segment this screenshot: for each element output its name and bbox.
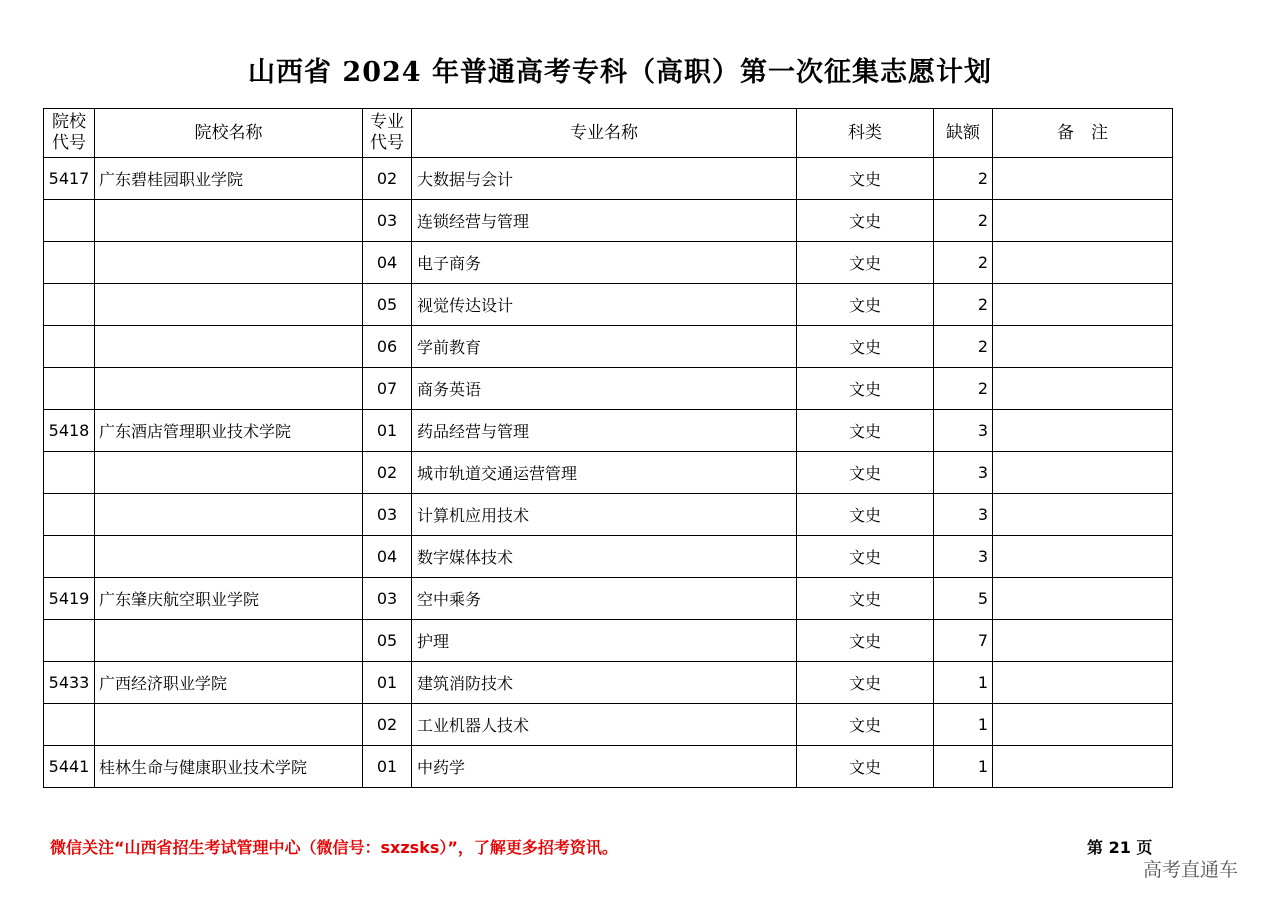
cell-major-code: 05 bbox=[363, 620, 412, 662]
table-row bbox=[44, 368, 1173, 410]
cell-school-code: 5417 bbox=[44, 158, 95, 200]
cell-category: 文史 bbox=[797, 704, 934, 746]
cell-school-code: 5441 bbox=[44, 746, 95, 788]
cell-shortage: 3 bbox=[934, 410, 993, 452]
cell-remarks bbox=[993, 242, 1173, 284]
cell-major-name: 连锁经营与管理 bbox=[412, 200, 797, 242]
table-row bbox=[44, 452, 1173, 494]
cell-remarks bbox=[993, 620, 1173, 662]
cell-category: 文史 bbox=[797, 494, 934, 536]
cell-major-code: 05 bbox=[363, 284, 412, 326]
cell-school-name: 广西经济职业学院 bbox=[95, 662, 363, 704]
cell-major-code: 01 bbox=[363, 662, 412, 704]
cell-remarks bbox=[993, 368, 1173, 410]
page-number: 第 21 页 bbox=[1087, 838, 1153, 857]
cell-major-code: 02 bbox=[363, 704, 412, 746]
table-row bbox=[44, 326, 1173, 368]
cell-category: 文史 bbox=[797, 242, 934, 284]
cell-category: 文史 bbox=[797, 746, 934, 788]
cell-school-name: 广东肇庆航空职业学院 bbox=[95, 578, 363, 620]
table-row bbox=[44, 704, 1173, 746]
table-row bbox=[44, 578, 1173, 620]
cell-remarks bbox=[993, 452, 1173, 494]
cell-shortage: 3 bbox=[934, 452, 993, 494]
cell-school-code bbox=[44, 242, 95, 284]
cell-school-name bbox=[95, 326, 363, 368]
cell-school-name: 广东碧桂园职业学院 bbox=[95, 158, 363, 200]
cell-major-name: 中药学 bbox=[412, 746, 797, 788]
cell-school-code bbox=[44, 704, 95, 746]
cell-remarks bbox=[993, 704, 1173, 746]
cell-category: 文史 bbox=[797, 452, 934, 494]
cell-school-code bbox=[44, 326, 95, 368]
cell-major-code: 07 bbox=[363, 368, 412, 410]
page-title: 山西省 2024 年普通高考专科（高职）第一次征集志愿计划 bbox=[248, 57, 992, 88]
cell-category: 文史 bbox=[797, 662, 934, 704]
table-header-row bbox=[44, 109, 1173, 158]
cell-school-code bbox=[44, 368, 95, 410]
cell-major-code: 04 bbox=[363, 242, 412, 284]
table-row bbox=[44, 200, 1173, 242]
cell-school-name bbox=[95, 704, 363, 746]
cell-school-name bbox=[95, 284, 363, 326]
cell-shortage: 1 bbox=[934, 704, 993, 746]
cell-major-name: 空中乘务 bbox=[412, 578, 797, 620]
cell-major-name: 商务英语 bbox=[412, 368, 797, 410]
cell-shortage: 1 bbox=[934, 746, 993, 788]
cell-school-name bbox=[95, 494, 363, 536]
cell-remarks bbox=[993, 578, 1173, 620]
cell-major-code: 03 bbox=[363, 578, 412, 620]
cell-major-name: 建筑消防技术 bbox=[412, 662, 797, 704]
cell-major-name: 大数据与会计 bbox=[412, 158, 797, 200]
table-row bbox=[44, 158, 1173, 200]
cell-remarks bbox=[993, 410, 1173, 452]
cell-remarks bbox=[993, 536, 1173, 578]
cell-shortage: 5 bbox=[934, 578, 993, 620]
cell-category: 文史 bbox=[797, 200, 934, 242]
header-major-name: 专业名称 bbox=[412, 109, 797, 158]
cell-remarks bbox=[993, 746, 1173, 788]
cell-major-code: 06 bbox=[363, 326, 412, 368]
table-row bbox=[44, 242, 1173, 284]
cell-school-code: 5433 bbox=[44, 662, 95, 704]
cell-shortage: 2 bbox=[934, 284, 993, 326]
cell-remarks bbox=[993, 494, 1173, 536]
header-school-code: 院校 代号 bbox=[44, 109, 95, 158]
cell-remarks bbox=[993, 662, 1173, 704]
table-row bbox=[44, 536, 1173, 578]
cell-school-code bbox=[44, 494, 95, 536]
cell-major-name: 城市轨道交通运营管理 bbox=[412, 452, 797, 494]
cell-school-name: 广东酒店管理职业技术学院 bbox=[95, 410, 363, 452]
cell-school-code bbox=[44, 620, 95, 662]
table-row bbox=[44, 410, 1173, 452]
cell-category: 文史 bbox=[797, 158, 934, 200]
cell-major-name: 药品经营与管理 bbox=[412, 410, 797, 452]
cell-major-code: 04 bbox=[363, 536, 412, 578]
table-row bbox=[44, 494, 1173, 536]
table-row bbox=[44, 746, 1173, 788]
cell-school-name bbox=[95, 536, 363, 578]
cell-school-name bbox=[95, 368, 363, 410]
cell-school-name bbox=[95, 242, 363, 284]
cell-category: 文史 bbox=[797, 536, 934, 578]
cell-school-code: 5418 bbox=[44, 410, 95, 452]
header-shortage: 缺额 bbox=[934, 109, 993, 158]
cell-school-code bbox=[44, 284, 95, 326]
cell-remarks bbox=[993, 284, 1173, 326]
cell-major-name: 学前教育 bbox=[412, 326, 797, 368]
cell-category: 文史 bbox=[797, 620, 934, 662]
cell-shortage: 2 bbox=[934, 242, 993, 284]
cell-shortage: 2 bbox=[934, 158, 993, 200]
cell-major-code: 02 bbox=[363, 452, 412, 494]
wechat-notice: 微信关注“山西省招生考试管理中心（微信号：sxzsks）”，了解更多招考资讯。 bbox=[50, 838, 618, 857]
cell-category: 文史 bbox=[797, 410, 934, 452]
cell-major-code: 03 bbox=[363, 494, 412, 536]
table-row bbox=[44, 284, 1173, 326]
cell-shortage: 1 bbox=[934, 662, 993, 704]
table-row bbox=[44, 662, 1173, 704]
cell-remarks bbox=[993, 326, 1173, 368]
cell-school-code bbox=[44, 200, 95, 242]
header-category: 科类 bbox=[797, 109, 934, 158]
cell-school-name bbox=[95, 620, 363, 662]
cell-shortage: 2 bbox=[934, 368, 993, 410]
cell-school-name bbox=[95, 452, 363, 494]
header-school-name: 院校名称 bbox=[95, 109, 363, 158]
cell-major-name: 护理 bbox=[412, 620, 797, 662]
header-major-code: 专业 代号 bbox=[363, 109, 412, 158]
cell-shortage: 2 bbox=[934, 326, 993, 368]
cell-category: 文史 bbox=[797, 326, 934, 368]
cell-major-code: 03 bbox=[363, 200, 412, 242]
cell-shortage: 3 bbox=[934, 536, 993, 578]
cell-school-code: 5419 bbox=[44, 578, 95, 620]
cell-category: 文史 bbox=[797, 578, 934, 620]
cell-remarks bbox=[993, 200, 1173, 242]
cell-major-code: 02 bbox=[363, 158, 412, 200]
cell-school-code bbox=[44, 536, 95, 578]
cell-remarks bbox=[993, 158, 1173, 200]
cell-category: 文史 bbox=[797, 368, 934, 410]
cell-major-name: 电子商务 bbox=[412, 242, 797, 284]
cell-shortage: 3 bbox=[934, 494, 993, 536]
cell-major-code: 01 bbox=[363, 410, 412, 452]
cell-major-name: 数字媒体技术 bbox=[412, 536, 797, 578]
cell-major-code: 01 bbox=[363, 746, 412, 788]
watermark: 高考直通车 bbox=[1143, 859, 1239, 881]
enrollment-plan-table bbox=[43, 108, 1173, 788]
cell-school-code bbox=[44, 452, 95, 494]
header-remarks: 备 注 bbox=[993, 109, 1173, 158]
cell-major-name: 工业机器人技术 bbox=[412, 704, 797, 746]
table-body bbox=[44, 158, 1173, 788]
cell-shortage: 7 bbox=[934, 620, 993, 662]
cell-category: 文史 bbox=[797, 284, 934, 326]
cell-major-name: 计算机应用技术 bbox=[412, 494, 797, 536]
cell-major-name: 视觉传达设计 bbox=[412, 284, 797, 326]
cell-shortage: 2 bbox=[934, 200, 993, 242]
cell-school-name bbox=[95, 200, 363, 242]
table-row bbox=[44, 620, 1173, 662]
cell-school-name: 桂林生命与健康职业技术学院 bbox=[95, 746, 363, 788]
